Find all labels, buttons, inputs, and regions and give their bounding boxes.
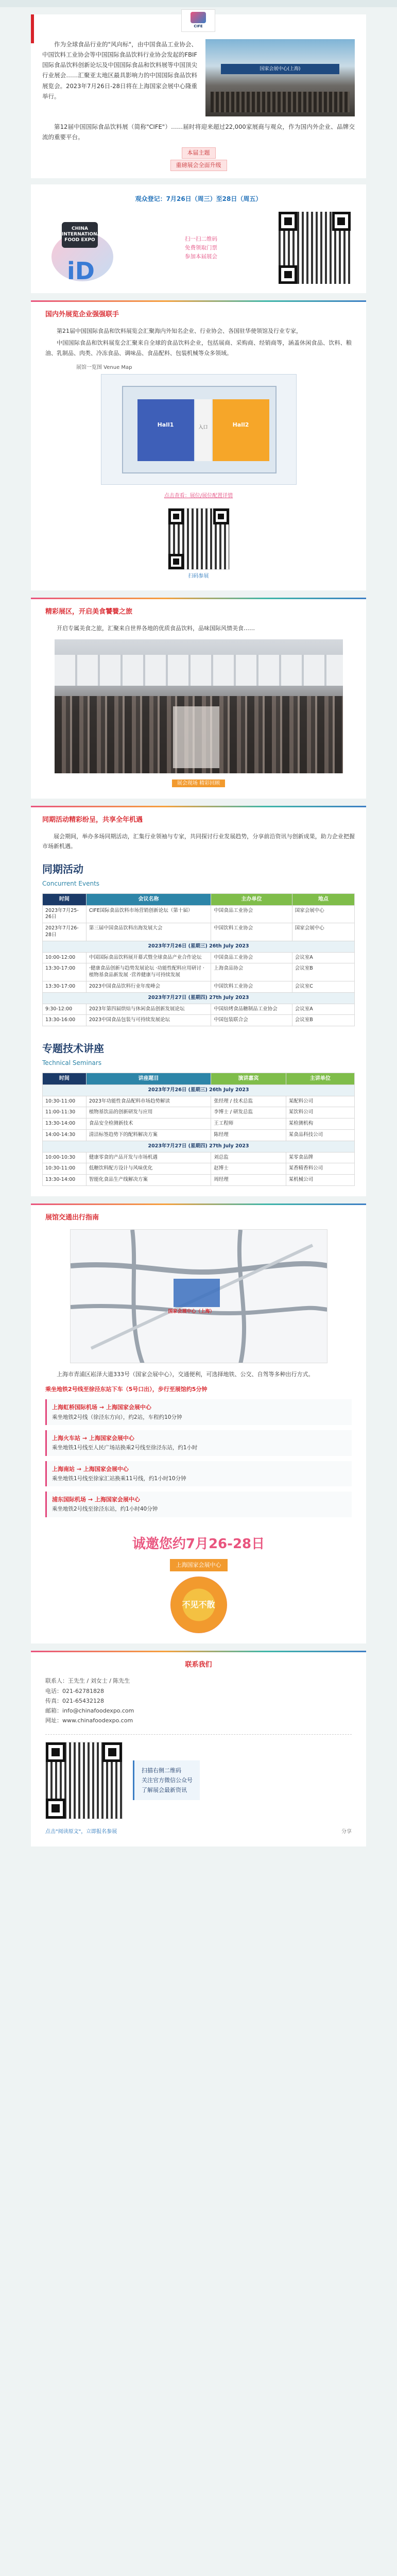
- route-detail: 乘坐地铁2号线（徐泾东方向），约2站，车程约10分钟: [52, 1414, 182, 1420]
- venue-map: [101, 374, 297, 485]
- table-cell: 2023年第四届烘焙与休闲食品创新发展论坛: [86, 1004, 211, 1015]
- promo-text-2: 免费领取门票: [185, 244, 217, 251]
- tech-head-speaker: 演讲嘉宾: [211, 1073, 286, 1085]
- table-row: [43, 1163, 355, 1175]
- ticket-line: 观众登记：7月26日（周三）至28日（周五）: [135, 195, 262, 203]
- intro-paragraph-2: 第12届中国国际食品饮料展（简称"CIFE"）……届时将迎来超过22,000家展商与观众，作为国内外企业、品牌交流的重要平台。: [42, 123, 355, 141]
- table-cell: 13:30-14:00: [43, 1175, 87, 1186]
- table-cell: 会议室B: [292, 963, 354, 981]
- wechat-text-1: 扫描右侧二维码: [142, 1767, 181, 1774]
- table-cell: 2023中国食品饮料行业年度峰会: [86, 981, 211, 993]
- route-item: [45, 1492, 352, 1517]
- intro-card: [31, 14, 366, 178]
- table-cell: 周经理: [211, 1175, 286, 1186]
- table-cell: 低糖饮料配方设计与风味优化: [86, 1163, 211, 1175]
- section-exhibitors: [31, 300, 366, 590]
- route-title: 上海虹桥国际机场 → 上海国家会展中心: [52, 1404, 151, 1411]
- route-title: 上海火车站 → 上海国家会展中心: [52, 1434, 134, 1442]
- table-cell: 某香精香料公司: [286, 1163, 354, 1175]
- venue-detail-link[interactable]: 点击查看：展位/展位配置详情: [164, 493, 233, 499]
- contact-line: 传真：021-65432128: [45, 1697, 104, 1704]
- table-cell: 中国焙烤食品糖制品工业协会: [211, 1004, 292, 1015]
- route-detail: 乘坐地铁2号线至徐泾东站，约1小时40分钟: [52, 1506, 158, 1513]
- route-detail: 乘坐地铁1号线至徐家汇站换乘11号线，约1小时10分钟: [52, 1475, 186, 1482]
- table-row: [43, 1107, 355, 1118]
- table-cell: 中国国际食品饮料展开幕式暨全球食品产业合作论坛: [86, 952, 211, 963]
- metro-tip: 乘坐地铁2号线至徐泾东站下车（5号口出），步行至展馆约5分钟: [45, 1386, 208, 1393]
- photo-tag: 展会现场 精彩回顾: [172, 779, 225, 787]
- register-qr-code[interactable]: [279, 212, 351, 284]
- hall-left: Hall1: [137, 399, 194, 461]
- contact-line: 联系人：王先生 / 刘女士 / 陈先生: [45, 1677, 130, 1685]
- section-2-paragraph: 开启专属美食之旅，汇聚来自世界各地的优质食品饮料，品味国际风情美食……: [57, 624, 255, 632]
- table-cell: 9:30-12:00: [43, 1004, 87, 1015]
- table-cell: 刘总监: [211, 1152, 286, 1163]
- tech-title: 专题技术讲座: [42, 1042, 104, 1055]
- conc-day-2: 2023年7月27日 (星期四) 27th July 2023: [43, 992, 355, 1004]
- table-cell: CIFE国际食品饮料市场营销创新论坛（第十届）: [86, 905, 211, 923]
- section-food-zones: [31, 598, 366, 799]
- tech-head-org: 主讲单位: [286, 1073, 354, 1085]
- hero-photo: 国家会展中心(上海): [205, 39, 355, 116]
- table-cell: 李博士 / 研发总监: [211, 1107, 286, 1118]
- table-cell: 13:30-17:00: [43, 963, 87, 981]
- section-traffic: [31, 1204, 366, 1643]
- share-button[interactable]: 分享: [341, 1828, 352, 1835]
- table-cell: 2023年功能性食品配料市场趋势解读: [86, 1096, 211, 1107]
- table-cell: 2023年7月26-28日: [43, 923, 87, 941]
- section-1-paragraph-2: 中国国际食品和饮料展览会汇聚来自全球的食品饮料企业，包括展商、采购商、经销商等，涵盖休闲食品、饮料、粮油、乳制品、肉类、冷冻食品、调味品、食品配料、包装机械等众多领域。: [45, 340, 352, 357]
- table-row: [43, 1152, 355, 1163]
- table-row: [43, 963, 355, 981]
- closing-line: 诚邀您约7月26-28日: [132, 1536, 265, 1552]
- gate-label: 入口: [195, 399, 212, 461]
- contact-line: 网址：www.chinafoodexpo.com: [45, 1717, 133, 1724]
- traffic-intro: 上海市青浦区崧泽大道333号（国家会展中心），交通便利，可选择地铁、公交、自驾等多种出行方式。: [57, 1370, 314, 1378]
- table-cell: 13:30-17:00: [43, 981, 87, 993]
- table-cell: 会议室B: [292, 1015, 354, 1026]
- tech-day-1: 2023年7月26日 (星期三) 26th July 2023: [43, 1084, 355, 1096]
- closing-stamp: 不见不散: [170, 1577, 227, 1633]
- table-cell: 某配料公司: [286, 1096, 354, 1107]
- conc-head-host: 主办单位: [211, 894, 292, 906]
- route-item: [45, 1430, 352, 1456]
- expo-crowd-photo: [55, 639, 343, 773]
- traffic-map: [70, 1229, 327, 1363]
- tech-subtitle: Technical Seminars: [42, 1059, 102, 1067]
- table-cell: 14:00-14:30: [43, 1130, 87, 1141]
- tech-head-topic: 讲座题目: [86, 1073, 211, 1085]
- section-events: [31, 806, 366, 1196]
- cife-id-logo: CHINA INTERNATIONAL FOOD EXPO iD: [46, 212, 124, 284]
- table-cell: 中国包装联合会: [211, 1015, 292, 1026]
- table-cell: ·健康食品创新与趋势发展论坛 ·功能性配料应用研讨 ·植物基食品新发展 ·营养健康与可持续发展: [86, 963, 211, 981]
- table-row: [43, 923, 355, 941]
- table-cell: 会议室A: [292, 1004, 354, 1015]
- table-cell: 食品安全检测新技术: [86, 1118, 211, 1130]
- theme-button[interactable]: 本届主题: [182, 147, 216, 159]
- concurrent-title: 同期活动: [42, 863, 83, 875]
- conc-head-place: 地点: [292, 894, 354, 906]
- section-2-title: 精彩展区，开启美食饕餮之旅: [45, 607, 133, 616]
- table-cell: 某机械公司: [286, 1175, 354, 1186]
- table-cell: 清洁标签趋势下的配料解决方案: [86, 1130, 211, 1141]
- road-map-svg: [71, 1230, 327, 1363]
- section-3-paragraph: 展会期间，举办多场同期活动，汇集行业领袖与专家，共同探讨行业发展趋势，分享前沿资讯与创新成果，助力企业把握市场新机遇。: [42, 833, 355, 850]
- route-title: 上海南站 → 上海国家会展中心: [52, 1465, 129, 1472]
- map-caption: 国家会展中心（上海）: [168, 1309, 215, 1314]
- table-row: [43, 981, 355, 993]
- tech-seminars-table: [42, 1073, 355, 1186]
- route-detail: 乘坐地铁1号线至人民广场站换乘2号线至徐泾东站，约1小时: [52, 1445, 198, 1451]
- conc-head-time: 时间: [43, 894, 87, 906]
- table-cell: 10:30-11:00: [43, 1096, 87, 1107]
- wechat-text-3: 了解展会最新资讯: [142, 1787, 187, 1794]
- route-item: [45, 1399, 352, 1425]
- contact-lines: [45, 1676, 352, 1725]
- concurrent-subtitle: Concurrent Events: [42, 880, 100, 887]
- header-strip: [0, 0, 397, 7]
- map-label: 展馆一览图 Venue Map: [76, 364, 132, 370]
- table-row: [43, 1096, 355, 1107]
- logo-text: CHINA INTERNATIONAL FOOD EXPO: [62, 222, 98, 248]
- conc-head-name: 会议名称: [86, 894, 211, 906]
- table-row: [43, 1130, 355, 1141]
- section-1-title: 国内外展览企业强强联手: [45, 311, 119, 319]
- hall-right: Hall2: [213, 399, 269, 461]
- table-cell: 2023中国食品包装与可持续发展论坛: [86, 1015, 211, 1026]
- table-cell: 植物基饮品的创新研发与应用: [86, 1107, 211, 1118]
- wechat-qr-code[interactable]: [45, 1742, 123, 1819]
- table-cell: 中国食品工业协会: [211, 905, 292, 923]
- section-1-paragraph-1: 第21届中国国际食品和饮料展览会汇聚海内外知名企业、行业协会、各国驻华使领馆及行业专家，: [57, 328, 302, 334]
- exhibit-qr-code[interactable]: [168, 508, 230, 570]
- table-cell: 中国食品工业协会: [211, 952, 292, 963]
- table-cell: 某零食品牌: [286, 1152, 354, 1163]
- expo-logo: CIFE: [181, 9, 215, 32]
- table-row: [43, 905, 355, 923]
- table-cell: 张经理 / 技术总监: [211, 1096, 286, 1107]
- conc-day-1: 2023年7月26日 (星期三) 26th July 2023: [43, 941, 355, 952]
- table-cell: 11:00-11:30: [43, 1107, 87, 1118]
- table-cell: 会议室C: [292, 981, 354, 993]
- table-cell: 国家会展中心: [292, 923, 354, 941]
- table-cell: 健康零食的产品开发与市场机遇: [86, 1152, 211, 1163]
- section-3-title: 同期活动精彩纷呈，共享全年机遇: [42, 816, 143, 824]
- table-cell: 10:00-10:30: [43, 1152, 87, 1163]
- tech-head-time: 时间: [43, 1073, 87, 1085]
- table-row: [43, 1175, 355, 1186]
- intro-paragraph-1: 作为全球食品行业的"风向标"，由中国食品工业协会、中国饮料工业协会等中国国际食品饮料行业协会发起的FBIF国际食品饮料创新论坛及中国国际食品和饮料展等中国顶尖行业展会……汇聚亚太地区最具影响力的中国国际食品饮料展览会。2023年7月26日-28日将在上海国家会展中心隆重举行。: [42, 41, 197, 100]
- concurrent-events-table: [42, 893, 355, 1026]
- tech-day-2: 2023年7月27日 (星期四) 27th July 2023: [43, 1141, 355, 1152]
- contact-title: 联系我们: [185, 1660, 212, 1669]
- ticket-card: [31, 184, 366, 293]
- closing-sub: 上海国家会展中心: [170, 1559, 228, 1571]
- table-cell: 中国饮料工业协会: [211, 923, 292, 941]
- promo-text-1: 扫一扫二维码: [185, 236, 217, 243]
- table-cell: 某食品科技公司: [286, 1130, 354, 1141]
- scan-label: 扫码参展: [188, 573, 209, 580]
- table-cell: 第三届中国食品饮料出海发展大会: [86, 923, 211, 941]
- table-cell: 10:00-12:00: [43, 952, 87, 963]
- table-cell: 2023年7月25-26日: [43, 905, 87, 923]
- route-title: 浦东国际机场 → 上海国家会展中心: [52, 1496, 140, 1503]
- table-cell: 13:30-14:00: [43, 1118, 87, 1130]
- table-cell: 王工程师: [211, 1118, 286, 1130]
- accent-bar: [31, 14, 34, 43]
- table-row: [43, 952, 355, 963]
- table-cell: 会议室A: [292, 952, 354, 963]
- routes-list: [45, 1399, 352, 1517]
- table-cell: 国家会展中心: [292, 905, 354, 923]
- theme-subtitle: 重磅展会全面升级: [170, 160, 227, 171]
- promo-text-3: 参加本届展会: [185, 253, 217, 260]
- contact-line: 电话：021-62781828: [45, 1687, 104, 1694]
- wechat-text-2: 关注官方微信公众号: [142, 1776, 193, 1784]
- table-cell: 中国饮料工业协会: [211, 981, 292, 993]
- table-cell: 13:30-16:00: [43, 1015, 87, 1026]
- table-row: [43, 1004, 355, 1015]
- table-cell: 10:30-11:00: [43, 1163, 87, 1175]
- table-cell: 赵博士: [211, 1163, 286, 1175]
- table-cell: 某检测机构: [286, 1118, 354, 1130]
- route-item: [45, 1461, 352, 1487]
- table-cell: 上海食品协会: [211, 963, 292, 981]
- table-row: [43, 1118, 355, 1130]
- table-row: [43, 1015, 355, 1026]
- read-more-link[interactable]: 点击"阅读原文"，立即报名参展: [45, 1828, 117, 1835]
- contact-line: 邮箱：info@chinafoodexpo.com: [45, 1707, 134, 1715]
- wechat-promo: [133, 1760, 200, 1801]
- traffic-title: 展馆交通出行指南: [45, 1214, 99, 1222]
- table-cell: 陈经理: [211, 1130, 286, 1141]
- section-contact: [31, 1651, 366, 1847]
- table-cell: 智能化食品生产线解决方案: [86, 1175, 211, 1186]
- table-cell: 某饮料公司: [286, 1107, 354, 1118]
